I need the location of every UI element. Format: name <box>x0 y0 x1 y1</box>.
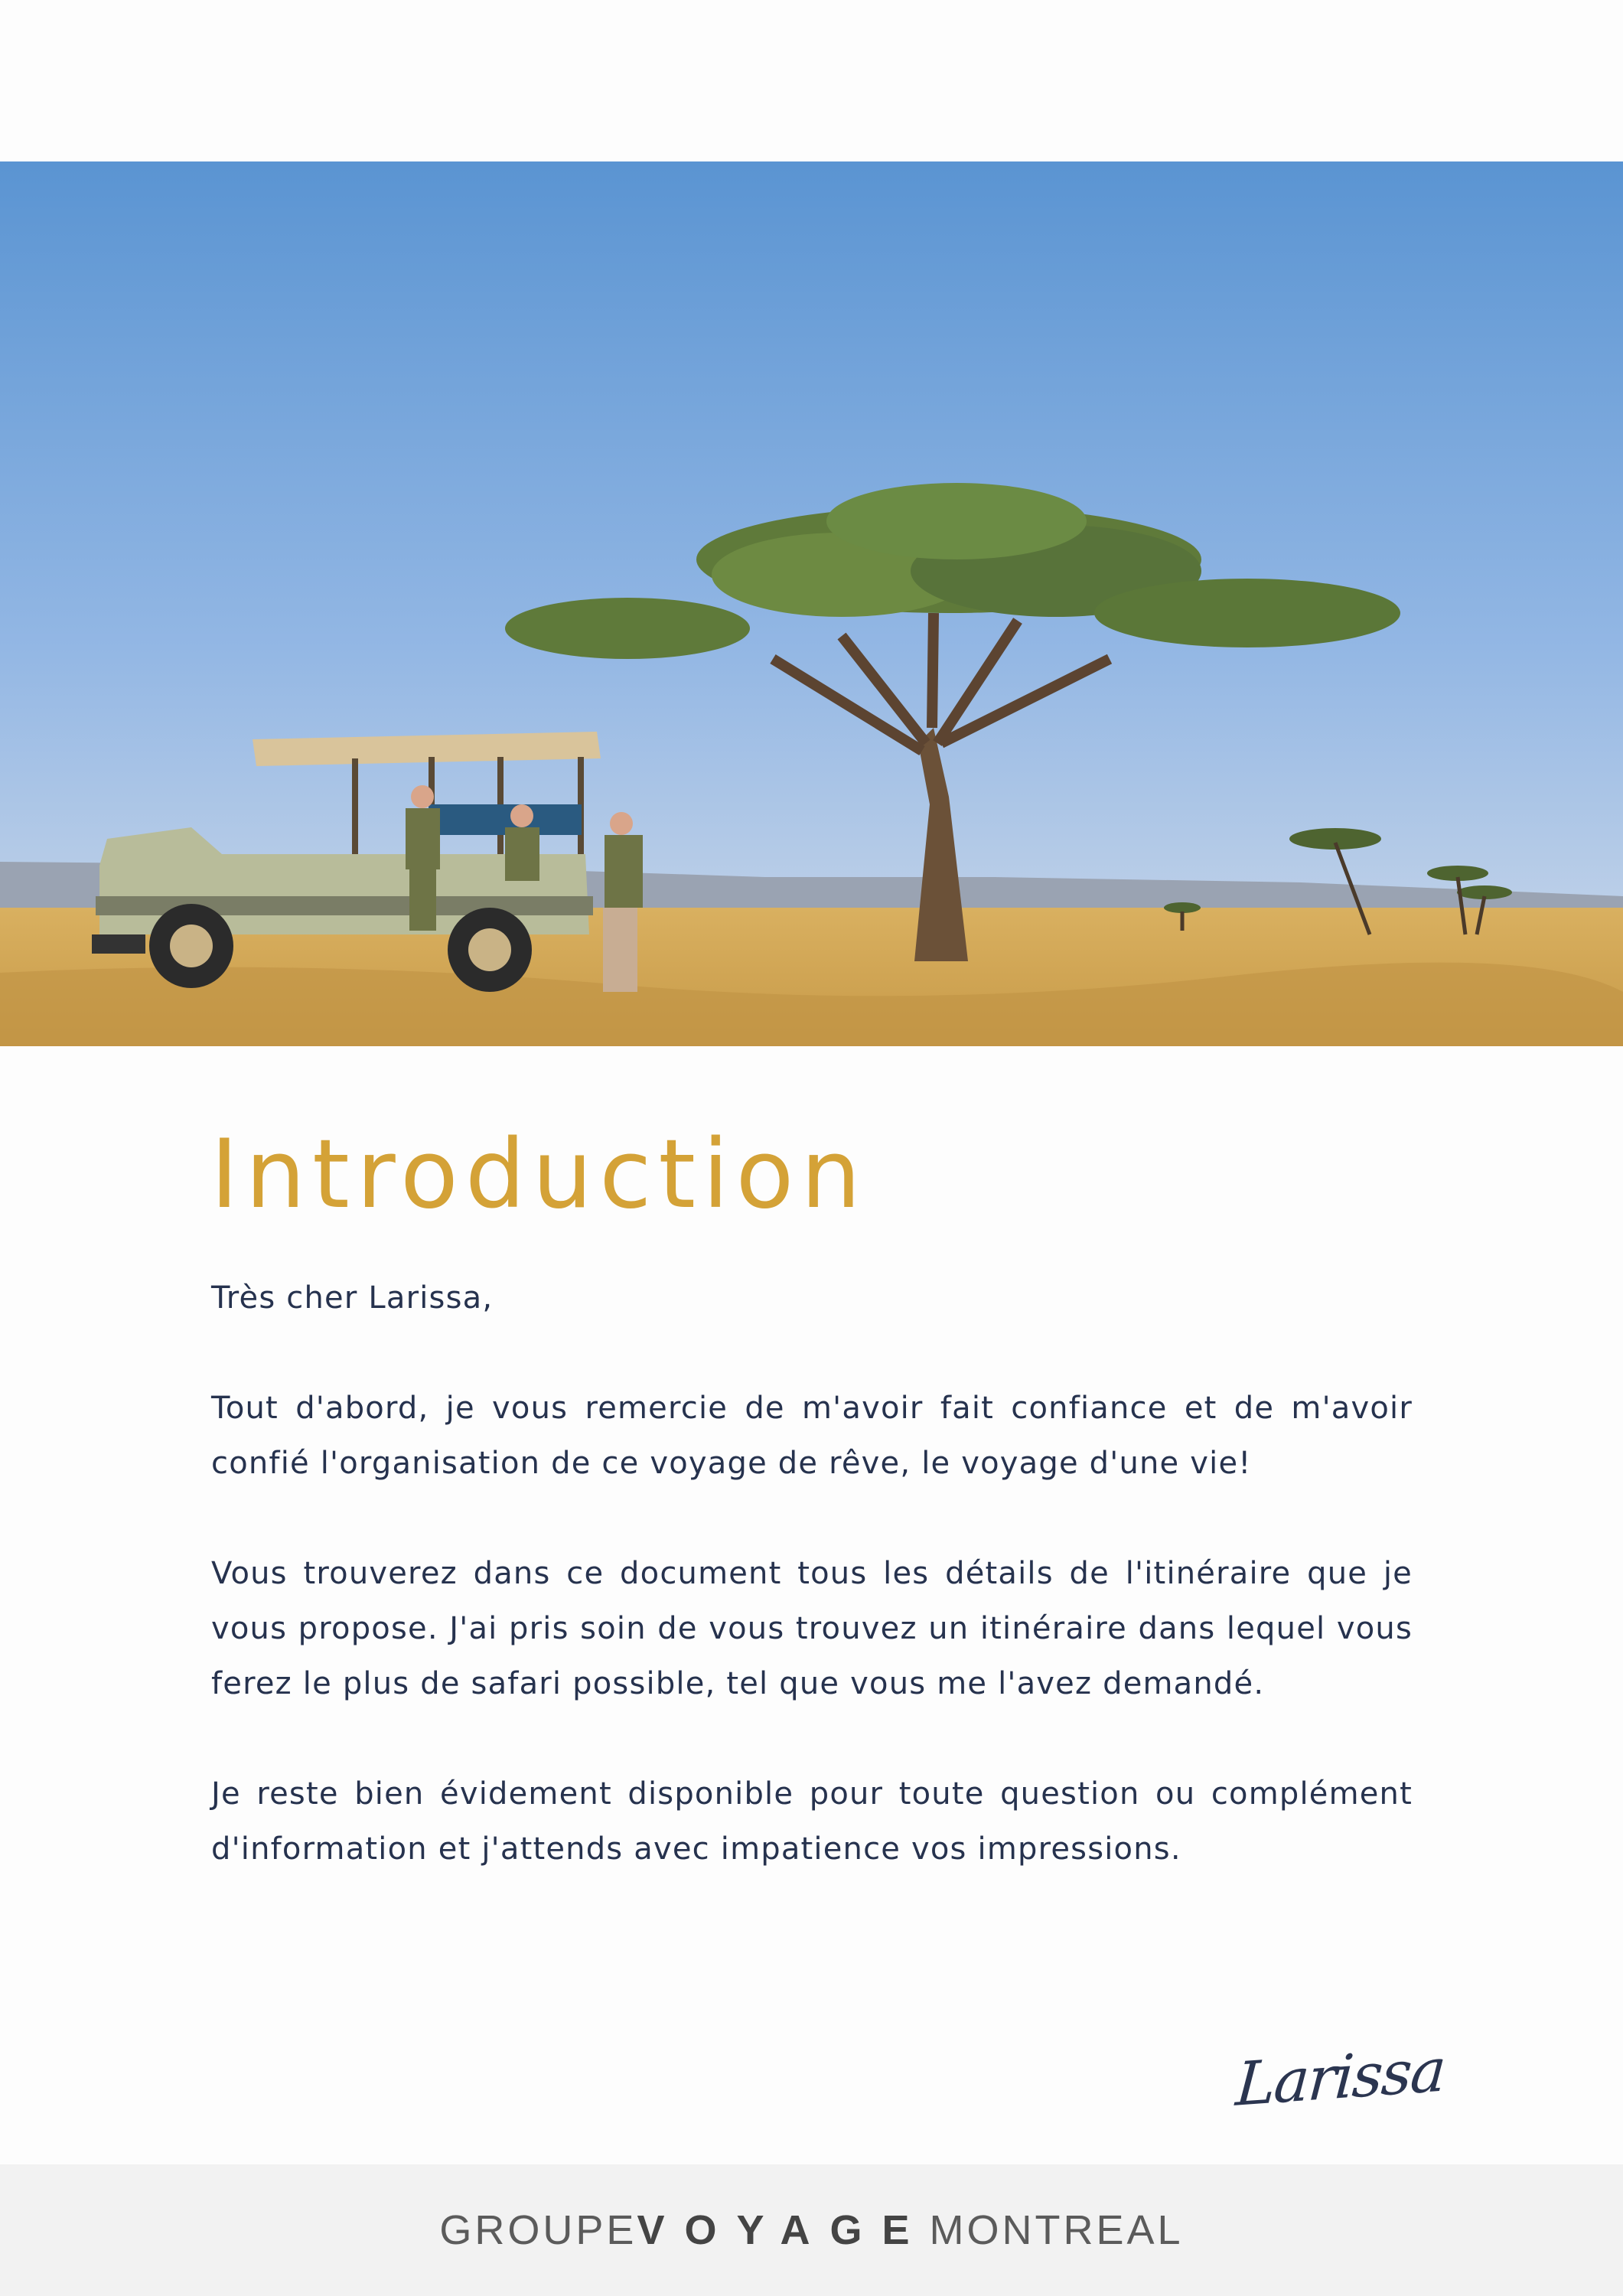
signature: Larissa <box>1234 2036 1447 2120</box>
page-title: Introduction <box>210 1120 868 1230</box>
hero-image <box>0 161 1623 1046</box>
brand-part-1: GROUPE <box>439 2207 637 2253</box>
brand-logo <box>439 2206 1183 2254</box>
letter-body <box>211 1270 1413 1877</box>
brand-part-3: MONTREAL <box>929 2207 1184 2253</box>
footer <box>0 2164 1623 2296</box>
brand-part-2: VOYAGE <box>637 2207 930 2253</box>
greeting: Très cher Larissa, <box>211 1280 494 1316</box>
paragraph-2: Vous trouverez dans ce document tous les détails de l'itinéraire que je vous propose. J'ai pris soin de vous trouvez un itinéraire dans lequel vous ferez le plus de safari possible, tel que vous me l'avez demandé. <box>211 1556 1413 1701</box>
paragraph-3: Je reste bien évidement disponible pour toute question ou complément d'information et j'attends avec impatience vos impressions. <box>211 1776 1413 1867</box>
paragraph-1: Tout d'abord, je vous remercie de m'avoir fait confiance et de m'avoir confié l'organisation de ce voyage de rêve, le voyage d'une vie! <box>211 1391 1413 1481</box>
